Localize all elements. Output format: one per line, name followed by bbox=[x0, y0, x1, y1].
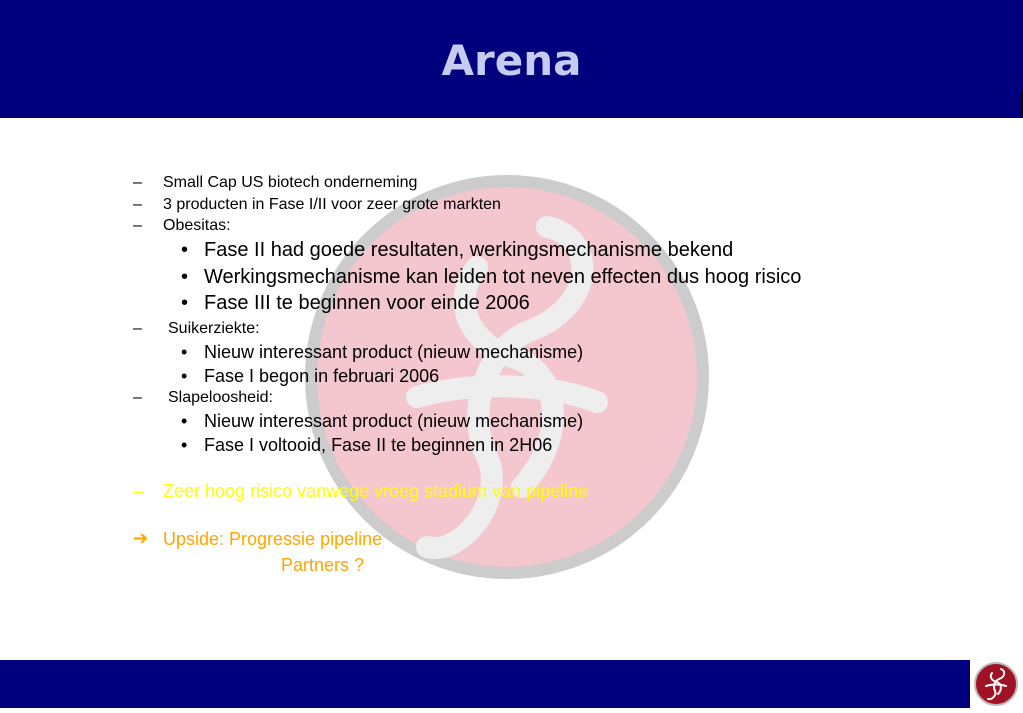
bullet-text: Slapeloosheid: bbox=[168, 389, 273, 406]
bullet-text: Nieuw interessant product (nieuw mechanisme) bbox=[204, 411, 584, 431]
bullet-text: Fase III te beginnen voor einde 2006 bbox=[204, 292, 530, 314]
bullet-text: Small Cap US biotech onderneming bbox=[163, 174, 418, 191]
bullet-text: Fase I voltooid, Fase II te beginnen in 2H06 bbox=[204, 435, 553, 455]
dot-marker: • bbox=[181, 292, 189, 314]
dash-marker: – bbox=[133, 196, 142, 213]
bullet-text: Nieuw interessant product (nieuw mechanisme) bbox=[204, 342, 584, 362]
bullet-text: 3 producten in Fase I/II voor zeer grote markten bbox=[163, 196, 501, 213]
logo-icon bbox=[970, 660, 1023, 708]
dot-marker: • bbox=[181, 366, 188, 386]
dash-marker: – bbox=[133, 174, 142, 191]
bullet-text: Obesitas: bbox=[163, 217, 231, 234]
footer-bar bbox=[0, 660, 970, 708]
bullet-text: Werkingsmechanisme kan leiden tot neven effecten dus hoog risico bbox=[204, 266, 802, 288]
dot-marker: • bbox=[181, 239, 189, 261]
arrow-right-icon: ➔ bbox=[133, 528, 149, 549]
dot-marker: • bbox=[181, 411, 188, 431]
bullet-text: Fase I begon in februari 2006 bbox=[204, 366, 440, 386]
slide-title: Arena bbox=[441, 36, 582, 85]
bullet-text: Suikerziekte: bbox=[168, 320, 260, 337]
dash-marker: – bbox=[133, 389, 142, 406]
dot-marker: • bbox=[181, 435, 188, 455]
bullet-text: Fase II had goede resultaten, werkingsmechanisme bekend bbox=[204, 239, 734, 261]
risk-warning-text: Zeer hoog risico vanwege vroeg stadium van pipeline bbox=[163, 481, 589, 501]
partners-text: Partners ? bbox=[281, 555, 365, 575]
dash-marker: – bbox=[133, 481, 144, 501]
footer-logo bbox=[970, 660, 1023, 708]
dot-marker: • bbox=[181, 266, 189, 288]
upside-text: Upside: Progressie pipeline bbox=[163, 529, 383, 549]
dot-marker: • bbox=[181, 342, 188, 362]
header-bar bbox=[0, 0, 1023, 118]
dash-marker: – bbox=[133, 217, 142, 234]
dash-marker: – bbox=[133, 320, 142, 337]
